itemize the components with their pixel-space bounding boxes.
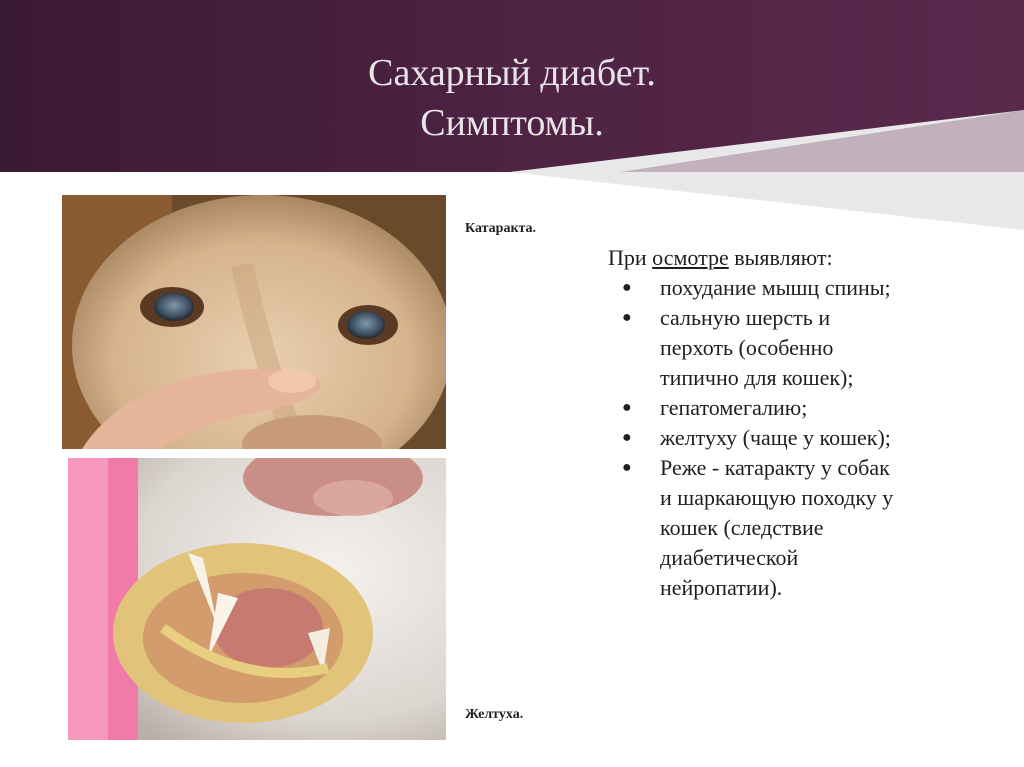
bullet-icon: ●: [622, 309, 632, 326]
bullet-icon: ●: [622, 459, 632, 476]
caption-cataract: Катаракта.: [465, 221, 537, 236]
list-item-text: Реже - катаракту у собак и шаркающую походку у кошек (следствие диабетической нейропатии).: [660, 455, 894, 600]
symptom-list: [608, 273, 988, 603]
lead-line: [608, 243, 988, 273]
title-line-1: Сахарный диабет.: [368, 52, 656, 94]
list-item: [608, 453, 988, 603]
bullet-icon: ●: [622, 399, 632, 416]
list-item: [608, 393, 988, 423]
list-item: [608, 303, 988, 393]
symptoms-text: [608, 243, 988, 603]
lead-underlined-word: осмотре: [652, 245, 729, 270]
bullet-icon: ●: [622, 279, 632, 296]
lead-suffix: выявляют:: [728, 245, 833, 270]
list-item-text: похудание мышц спины;: [660, 275, 891, 300]
cat-jaundice-photo: [68, 458, 446, 740]
list-item: [608, 273, 988, 303]
title-line-2: Симптомы.: [420, 102, 604, 144]
caption-jaundice: Желтуха.: [465, 707, 524, 722]
list-item-text: гепатомегалию;: [660, 395, 808, 420]
list-item-text: желтуху (чаще у кошек);: [660, 425, 891, 450]
list-item: [608, 423, 988, 453]
list-item-text: сальную шерсть и перхоть (особенно типично для кошек);: [660, 305, 854, 390]
slide-title: [0, 48, 1024, 148]
bullet-icon: ●: [622, 429, 632, 446]
dog-cataract-photo: [62, 195, 446, 449]
lead-prefix: При: [608, 245, 653, 270]
